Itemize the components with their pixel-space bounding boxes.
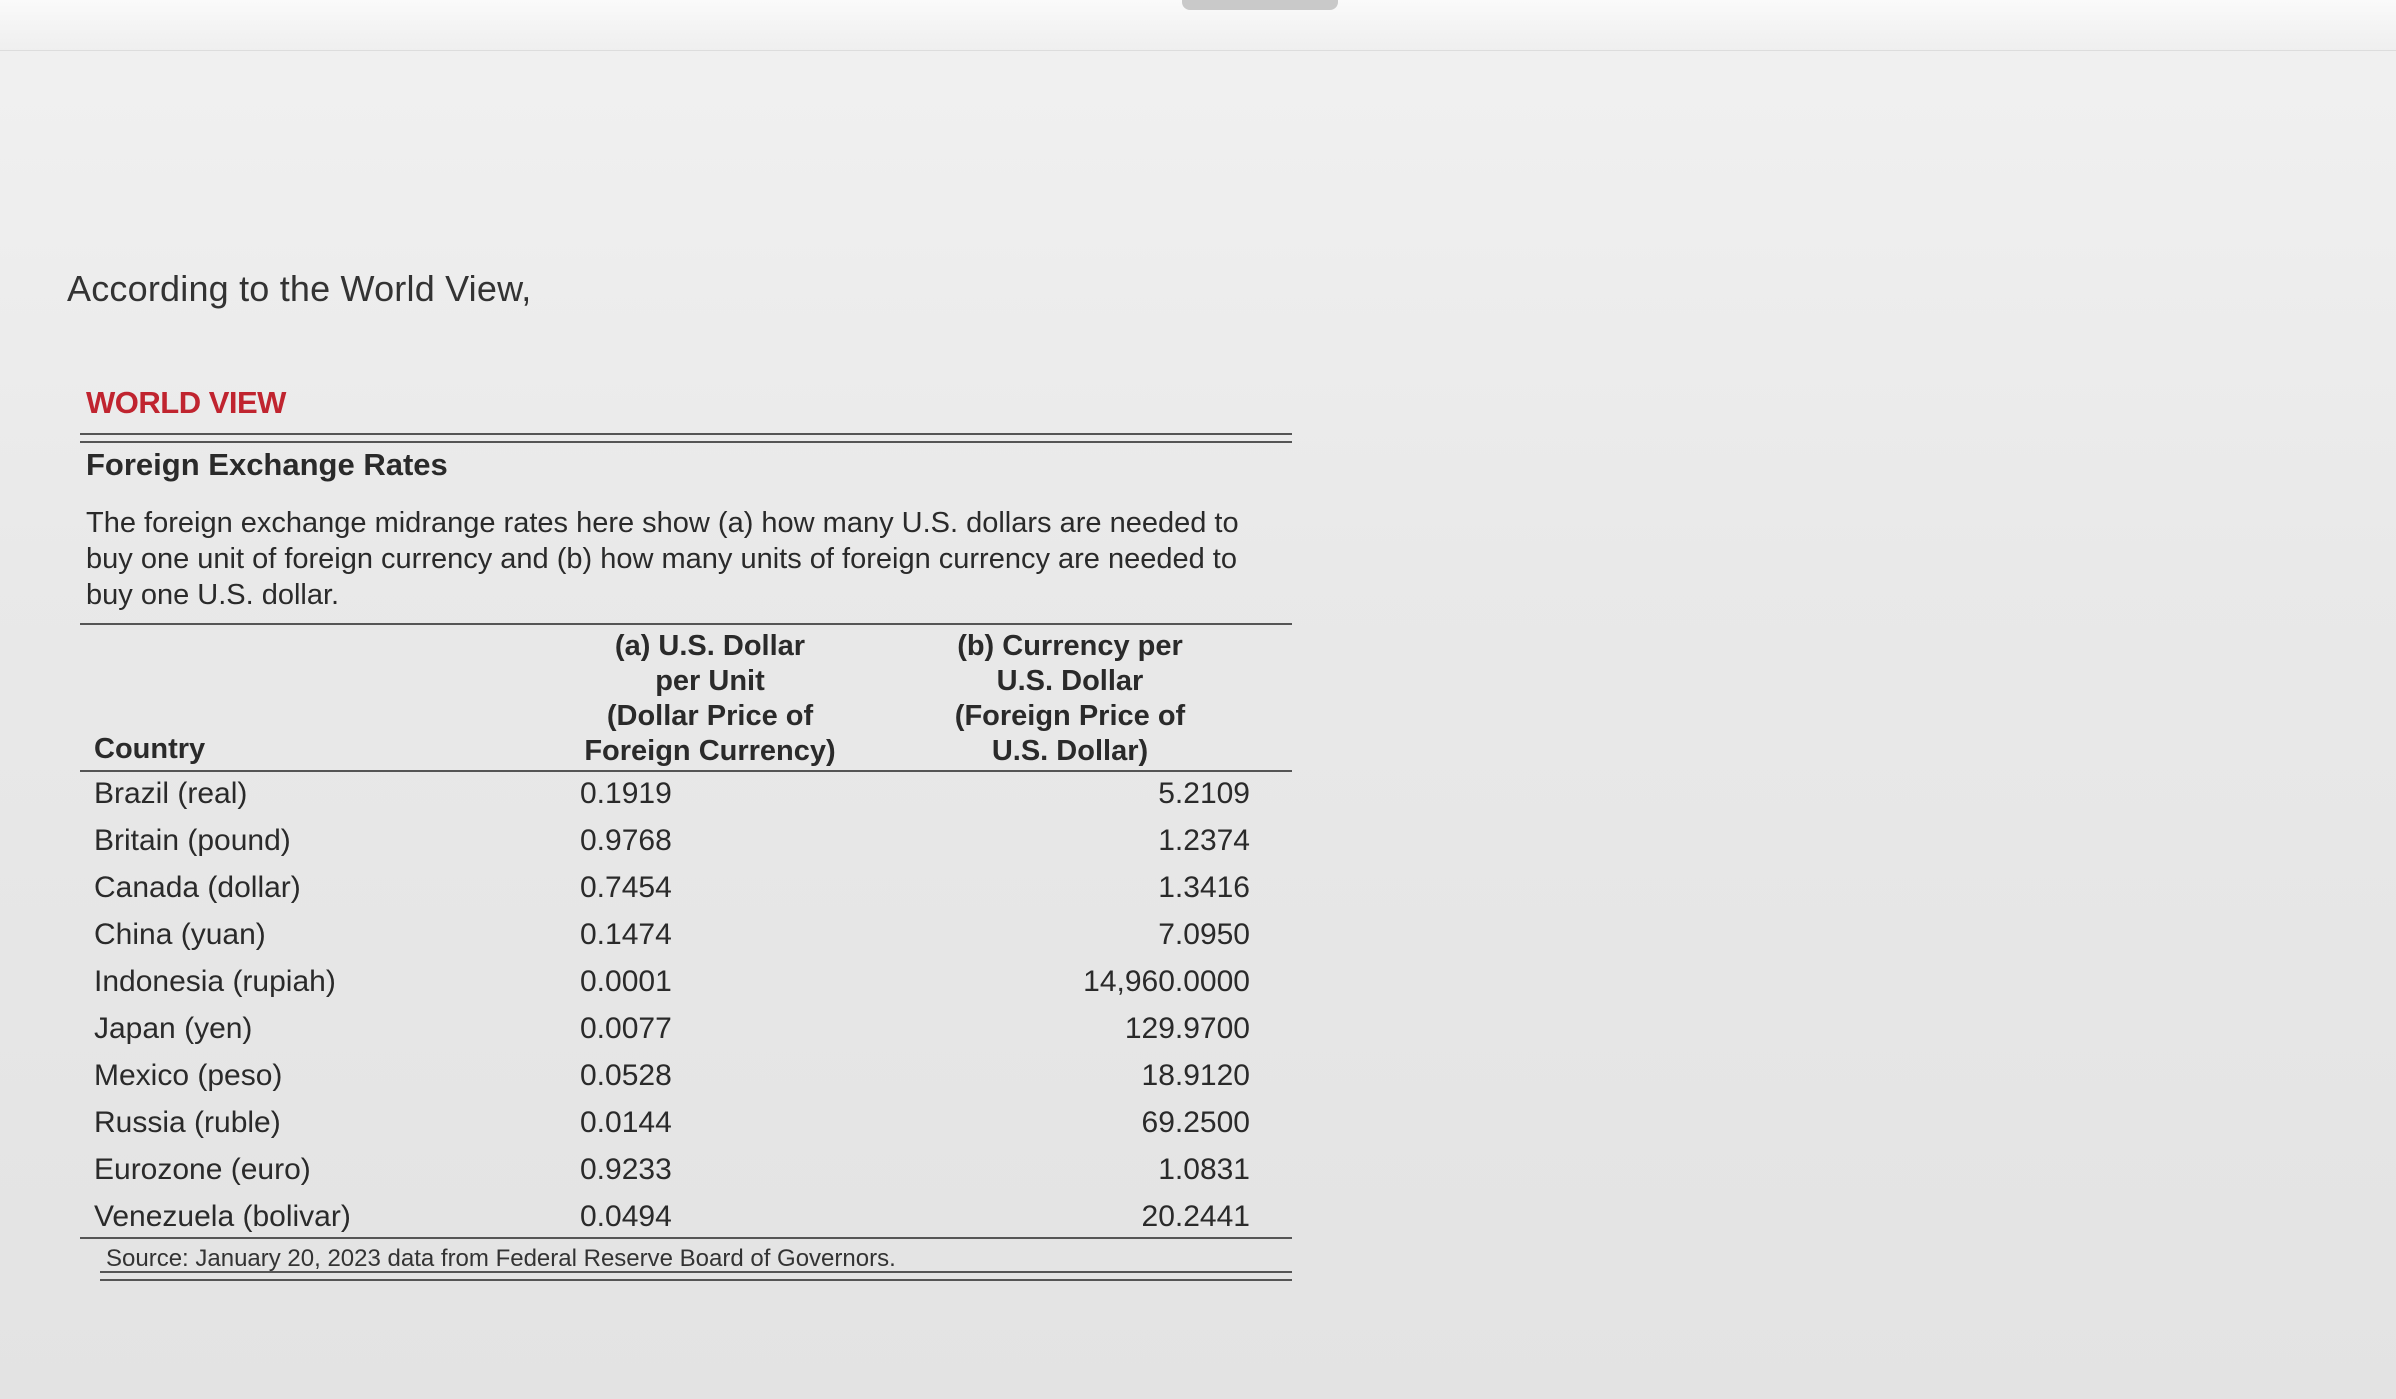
country-cell: Russia (ruble) <box>94 1106 281 1139</box>
table-row <box>80 1008 1292 1055</box>
header-top-rule <box>80 623 1292 625</box>
currency-per-usd-cell: 20.2441 <box>1141 1200 1250 1233</box>
country-cell: Venezuela (bolivar) <box>94 1200 351 1233</box>
table-row <box>80 867 1292 914</box>
col-header-fx-line-4: U.S. Dollar) <box>991 735 1149 767</box>
country-cell: China (yuan) <box>94 918 266 951</box>
table-row <box>80 914 1292 961</box>
top-double-rule <box>80 433 1292 443</box>
usd-per-unit-cell: 0.1474 <box>580 918 672 951</box>
currency-per-usd-cell: 1.2374 <box>1158 824 1250 857</box>
table-row <box>80 820 1292 867</box>
country-cell: Japan (yen) <box>94 1012 253 1045</box>
col-header-fx-line-2: U.S. Dollar <box>996 665 1144 697</box>
currency-per-usd-cell: 69.2500 <box>1141 1106 1250 1139</box>
usd-per-unit-cell: 0.0001 <box>580 965 672 998</box>
table-row <box>80 773 1292 820</box>
currency-per-usd-cell: 129.9700 <box>1124 1012 1250 1045</box>
question-prompt: According to the World View, <box>67 268 532 309</box>
table-row <box>80 1196 1292 1243</box>
col-header-usd-line-1: (a) U.S. Dollar <box>614 630 806 662</box>
currency-per-usd-cell: 18.9120 <box>1141 1059 1250 1092</box>
table-row <box>80 1055 1292 1102</box>
usd-per-unit-cell: 0.0077 <box>580 1012 672 1045</box>
country-cell: Indonesia (rupiah) <box>94 965 336 998</box>
world-view-label: WORLD VIEW <box>86 385 286 420</box>
currency-per-usd-cell: 14,960.0000 <box>1083 965 1250 998</box>
intro-text: The foreign exchange midrange rates here show (a) how many U.S. dollars are needed to buy one unit of foreign currency and (b) how many units of foreign currency are needed to buy one U.S. dollar. <box>86 507 1239 611</box>
country-cell: Brazil (real) <box>94 777 248 810</box>
col-header-usd-line-3: (Dollar Price of <box>606 700 814 732</box>
usd-per-unit-cell: 0.0528 <box>580 1059 672 1092</box>
source-note: Source: January 20, 2023 data from Federal Reserve Board of Governors. <box>106 1245 896 1272</box>
panel-title: Foreign Exchange Rates <box>86 447 448 482</box>
table-row <box>80 1102 1292 1149</box>
usd-per-unit-cell: 0.0144 <box>580 1106 672 1139</box>
currency-per-usd-cell: 1.3416 <box>1158 871 1250 904</box>
table-body <box>80 773 1292 1243</box>
country-cell: Mexico (peso) <box>94 1059 283 1092</box>
table-bottom-rule <box>80 1237 1292 1239</box>
col-header-usd-per-unit <box>480 629 940 769</box>
currency-per-usd-cell: 5.2109 <box>1158 777 1250 810</box>
usd-per-unit-cell: 0.7454 <box>580 871 672 904</box>
col-header-country: Country <box>94 733 206 765</box>
header-bottom-rule <box>80 770 1292 772</box>
currency-per-usd-cell: 7.0950 <box>1158 918 1250 951</box>
col-header-usd-line-4: Foreign Currency) <box>584 735 836 767</box>
col-header-usd-line-2: per Unit <box>655 665 765 697</box>
table-row <box>80 1149 1292 1196</box>
country-cell: Eurozone (euro) <box>94 1153 311 1186</box>
top-tab-handle[interactable] <box>1182 0 1338 10</box>
currency-per-usd-cell: 1.0831 <box>1158 1153 1250 1186</box>
table-row <box>80 961 1292 1008</box>
usd-per-unit-cell: 0.0494 <box>580 1200 672 1233</box>
col-header-fx-line-3: (Foreign Price of <box>954 700 1186 732</box>
country-cell: Canada (dollar) <box>94 871 301 904</box>
world-view-panel <box>80 385 1292 1285</box>
country-cell: Britain (pound) <box>94 824 291 857</box>
usd-per-unit-cell: 0.1919 <box>580 777 672 810</box>
col-header-currency-per-usd <box>920 629 1220 769</box>
usd-per-unit-cell: 0.9768 <box>580 824 672 857</box>
col-header-fx-line-1: (b) Currency per <box>957 630 1183 662</box>
bottom-double-rule <box>100 1271 1292 1281</box>
usd-per-unit-cell: 0.9233 <box>580 1153 672 1186</box>
